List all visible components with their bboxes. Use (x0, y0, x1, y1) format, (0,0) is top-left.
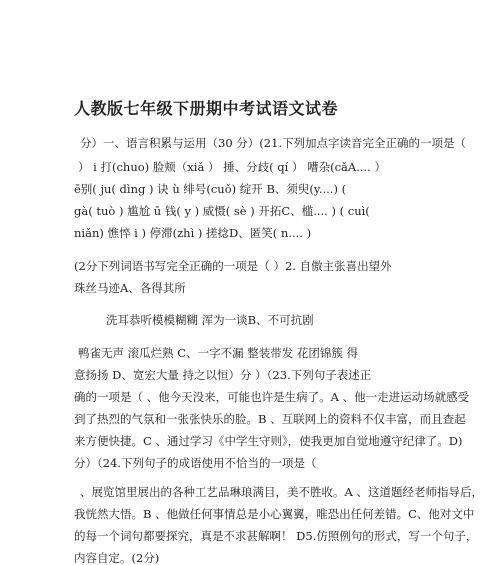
text-line-10: 意扬扬 D、宽宏大量 持之以恒）分 ）（23.下列句子表述正 (74, 368, 372, 382)
text-line-7: 珠丝马迹A、各得其所 (74, 281, 186, 295)
text-line-16: 我恍然大悟。B 、他做任何事情总是小心翼翼，唯恐出任何差错。C、他对文中 (74, 507, 475, 521)
text-line-5: niǎn) 憔悴 i ) 停滞(zhì ) 搓捻D、匿笑( n.... ) (74, 226, 312, 240)
document-title: 人教版七年级下册期中考试语文试卷 (74, 99, 339, 118)
text-line-2: ） i 打(chuo) 脸颊（xiǎ ） 捶、分歧( qí ） 嘈杂(cǎA.... ） (78, 160, 386, 174)
text-line-4: gà( tuò ) 尴尬 ū 钱( y ) 威慑( sè ) 开拓C、槛.... ) ( cuì( (74, 204, 370, 218)
text-line-1: 分）一、语言积累与运用（30 分）(21.下列加点字读音完全正确的一项是（ (80, 136, 467, 150)
text-line-12: 到了热烈的气氛和一张张快乐的脸。B 、互联网上的资料不仅丰富，而且查起 (74, 412, 466, 426)
text-line-8: 洗耳恭听模模糊糊 浑为一谈B、不可抗剧 (106, 313, 314, 327)
text-line-3: ē别( ju( dìng ) 诀 ù 绯号(cuǒ) 绽开 B、须臾(y....) ( (74, 182, 347, 196)
text-line-18: 内容自定。(2分) (74, 551, 160, 565)
text-line-11: 确的一项是（ 、他今天没来，可能也许是生病了。A 、他一走进运动场就感受 (74, 390, 470, 404)
text-line-13: 来方便快捷。C 、通过学习《中学生守则》，使我更加自觉地遵守纪律了。D) (74, 434, 463, 448)
text-line-15: 、展览馆里展出的各种工艺品琳琅满目，美不胜收。A 、这道题经老师指导后， (80, 485, 483, 499)
text-line-17: 的每一个词句都要探究，真是不求甚解啊！ D5.仿照例句的形式，写一个句子， (74, 529, 478, 543)
text-line-14: 分）（24.下列句子的成语使用不恰当的一项是（ (74, 456, 317, 470)
text-line-6: (2分下列词语书写完全正确的一项是（ ）2. 自傲主张喜出望外 (74, 259, 392, 273)
text-line-9: 鸭雀无声 滚瓜烂熟 C、一字不漏 整装带发 花团锦簇 得 (78, 346, 359, 360)
